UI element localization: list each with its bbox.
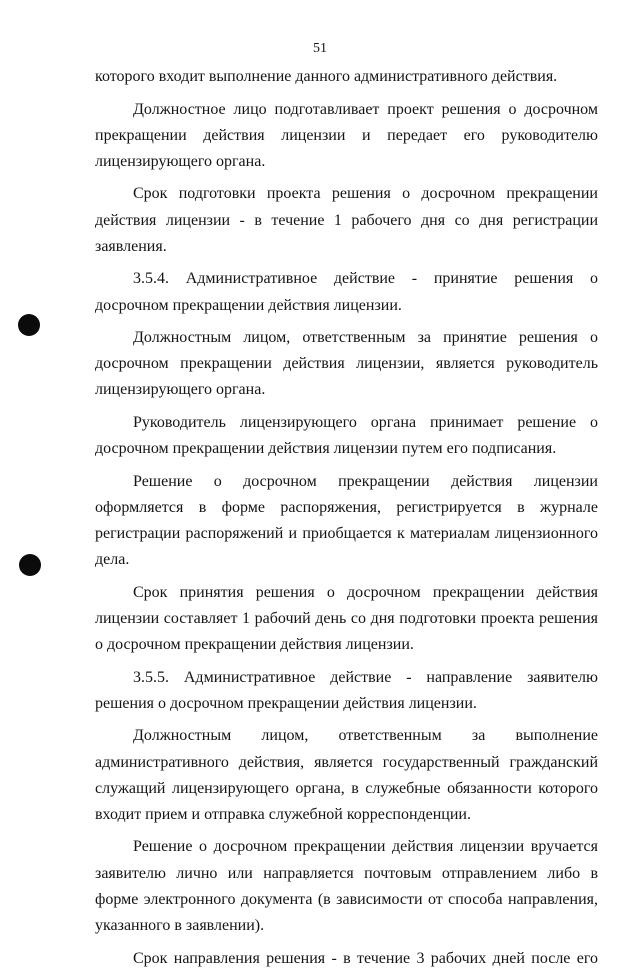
paragraph-decision-registration: Решение о досрочном прекращении действия лицензии оформляется в форме распоряжения, регистрируется в журнале регистрации распоряжений и приобщается к материалам лицензионного дела. [95,472,598,569]
paragraph-delivery-deadline: Срок направления решения - в течение 3 рабочих дней после его [133,949,598,967]
page-number: 51 [313,41,327,56]
body-text [95,64,598,972]
paragraph-decision-deadline: Срок принятия решения о досрочном прекращении действия лицензии составляет 1 рабочий день со дня подготовки проекта решения о досрочном прекращении действия лицензии. [95,583,598,654]
paragraph-responsible-civil-servant: Должностным лицом, ответственным за выполнение административного действия, является государственный гражданский служащий лицензирующего органа, в служебные обязанности которого входит прием и отправка служебной корреспонденции. [95,727,598,823]
section-3-5-5-heading: 3.5.5. Административное действие - направление заявителю решения о досрочном прекращении действия лицензии. [95,668,598,712]
paragraph-delivery-method: Решение о досрочном прекращении действия лицензии вручается заявителю лично или направляется почтовым отправлением либо в форме электронного документа (в зависимости от способа направления, указанного в заявлении). [95,838,598,935]
paragraph-head-signs-decision: Руководитель лицензирующего органа принимает решение о досрочном прекращении действия лицензии путем его подписания. [95,413,598,458]
paragraph-continuation: которого входит выполнение данного административного действия. [95,68,558,85]
section-3-5-4-heading: 3.5.4. Административное действие - принятие решения о досрочном прекращении действия лицензии. [95,270,598,314]
paragraph-responsible-official: Должностным лицом, ответственным за принятие решения о досрочном прекращении действия лицензии, является руководитель лицензирующего органа. [95,329,598,399]
paragraph-draft-deadline: Срок подготовки проекта решения о досрочном прекращении действия лицензии - в течение 1 рабочего дня со дня регистрации заявления. [95,185,598,255]
binder-hole-top [18,314,40,336]
binder-hole-bottom [19,554,41,576]
paragraph-official-prepares-draft: Должностное лицо подготавливает проект решения о досрочном прекращении действия лицензии и передает его руководителю лицензирующего органа. [95,100,598,170]
